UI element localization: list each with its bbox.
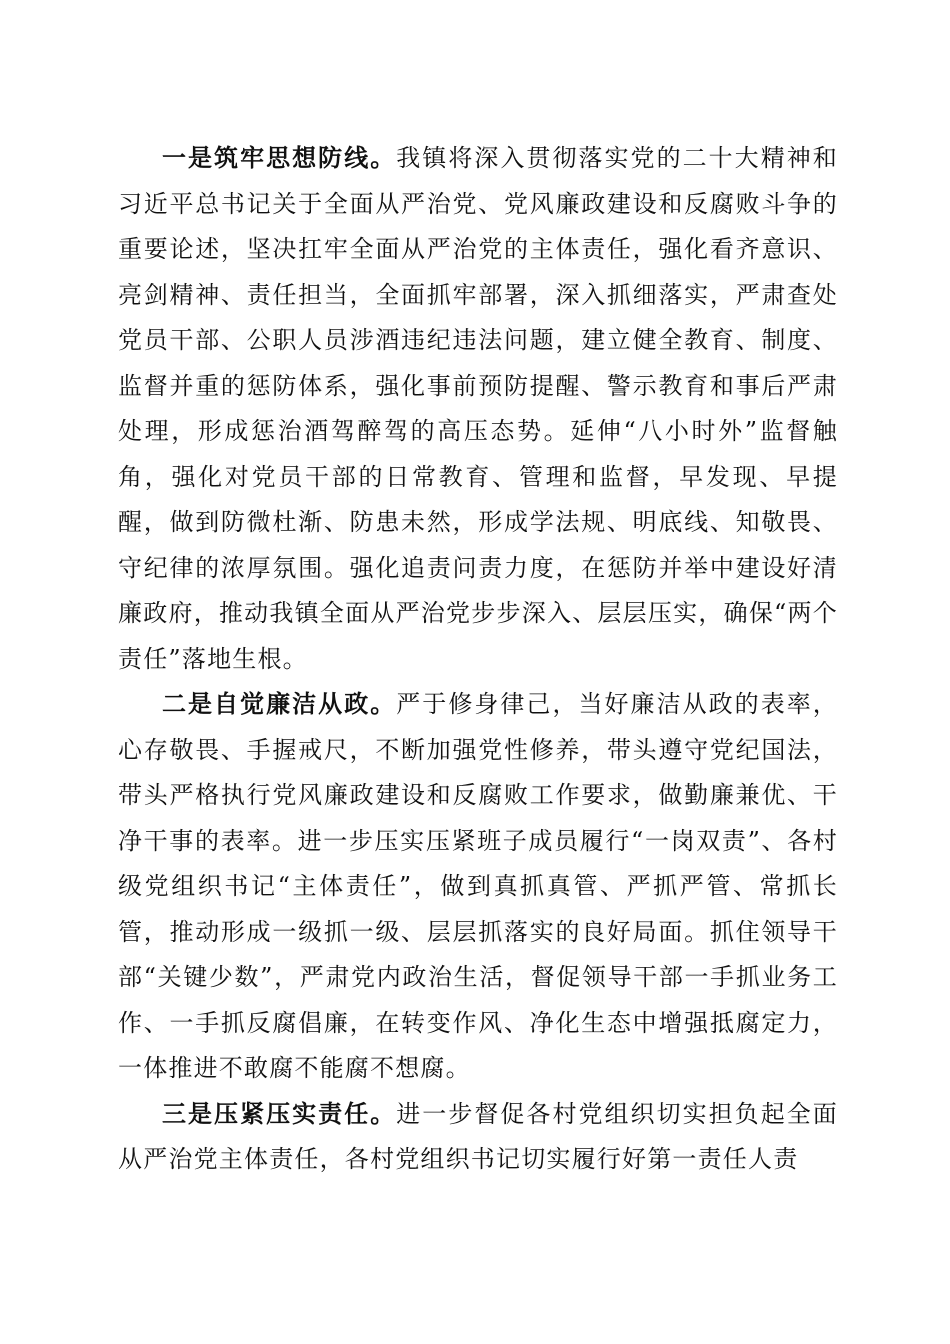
paragraph-3-lead: 三是压紧压实责任。 [162,1099,397,1128]
paragraph-1-lead: 一是筑牢思想防线。 [162,144,397,172]
paragraph-2-lead: 二是自觉廉洁从政。 [162,690,397,718]
paragraph-3 [118,1092,838,1183]
paragraph-1 [118,136,838,682]
paragraph-1-body: 我镇将深入贯彻落实党的二十大精神和习近平总书记关于全面从严治党、党风廉政建设和反腐败斗争的重要论述，坚决扛牢全面从严治党的主体责任，强化看齐意识、亮剑精神、责任担当，全面抓牢部署，深入抓细落实，严肃查处党员干部、公职人员涉酒违纪违法问题，建立健全教育、制度、监督并重的惩防体系，强化事前预防提醒、警示教育和事后严肃处理，形成惩治酒驾醉驾的高压态势。延伸“八小时外”监督触角，强化对党员干部的日常教育、管理和监督，早发现、早提醒，做到防微杜渐、防患未然，形成学法规、明底线、知敬畏、守纪律的浓厚氛围。强化追责问责力度，在惩防并举中建设好清廉政府，推动我镇全面从严治党步步深入、层层压实，确保“两个责任”落地生根。 [118,144,838,673]
paragraph-3-body: 进一步督促各村党组织切实担负起全面从严治党主体责任，各村党组织书记切实履行好第一责任人责 [118,1099,838,1173]
document-body [118,136,838,1183]
paragraph-2-body: 严于修身律己，当好廉洁从政的表率，心存敬畏、手握戒尺，不断加强党性修养，带头遵守党纪国法，带头严格执行党风廉政建设和反腐败工作要求，做勤廉兼优、干净干事的表率。进一步压实压紧班子成员履行“一岗双责”、各村级党组织书记“主体责任”，做到真抓真管、严抓严管、常抓长管，推动形成一级抓一级、层层抓落实的良好局面。抓住领导干部“关键少数”，严肃党内政治生活，督促领导干部一手抓业务工作、一手抓反腐倡廉，在转变作风、净化生态中增强抵腐定力，一体推进不敢腐不能腐不想腐。 [118,690,838,1082]
paragraph-2 [118,682,838,1092]
